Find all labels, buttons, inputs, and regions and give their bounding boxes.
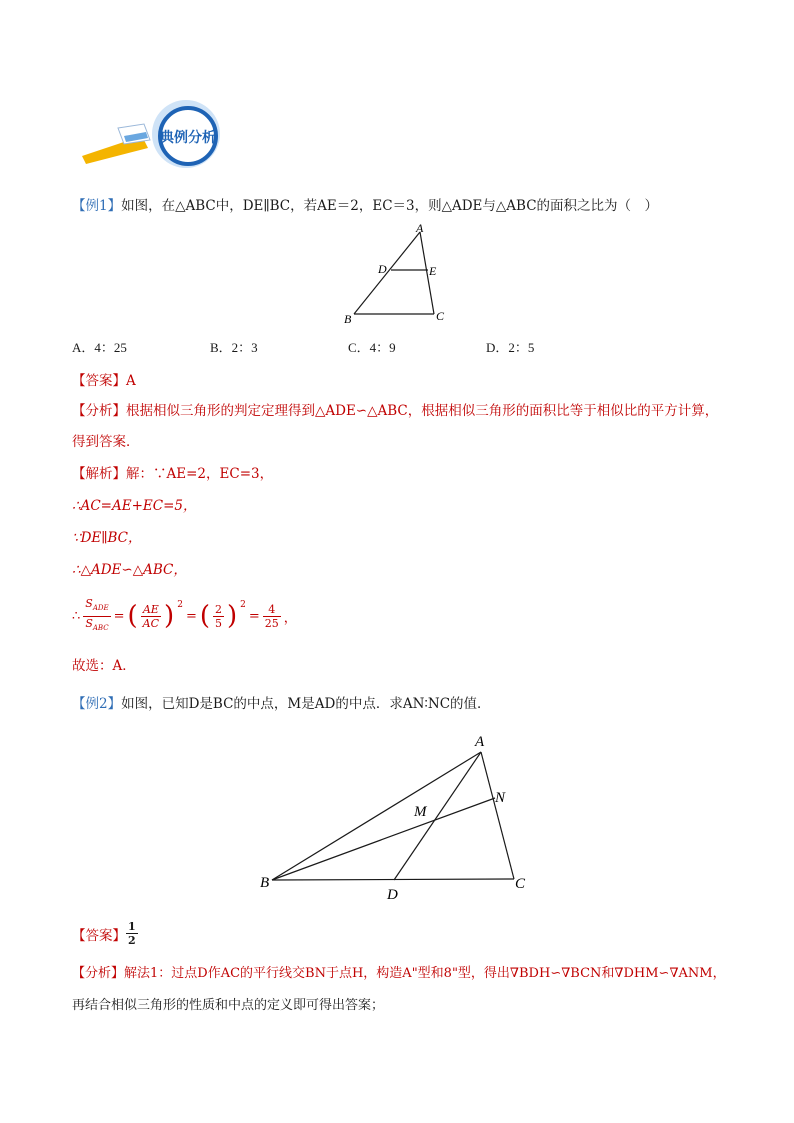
example2-answer-fraction: $\frac{1}{2}$ [128, 920, 136, 947]
ratio-eq3: = [248, 608, 260, 624]
ratio-prefix: ∴ [72, 608, 81, 624]
option-c: C．4：9 [348, 340, 396, 355]
label-b-2: B [260, 875, 270, 891]
edge-ac-2 [481, 752, 514, 879]
ratio-two-five-fraction: $\frac{2}{5}$ [215, 602, 222, 630]
area-ratio-formula [72, 594, 297, 638]
section-banner [78, 98, 238, 168]
label-n: N [495, 790, 506, 806]
example2-analysis-line2: 再结合相似三角形的性质和中点的定义即可得出答案； [72, 998, 385, 1013]
paren-left-2: ( [199, 601, 210, 631]
label-a-2: A [475, 734, 485, 750]
example1-analysis-line2: 得到答案． [72, 434, 140, 450]
label-c-2: C [515, 876, 526, 892]
ratio-square-2: 2 [240, 600, 246, 610]
solution-line-2: ∴AC=AE+EC=5， [72, 498, 197, 514]
example1-solution-row [72, 462, 273, 482]
edge-ab-2 [272, 752, 481, 880]
edge-ad [394, 752, 481, 880]
paren-left: ( [127, 601, 138, 631]
label-a: A [416, 221, 424, 235]
example2-analysis-row [72, 962, 726, 981]
example2-analysis-line1: 解法1：过点D作AC的平行线交BN于点H，构造A"型和8"型，得出∇BDH∽∇BCN和∇DHM∽∇ANM， [124, 966, 726, 981]
example1-stem: 如图，在△ABC中，DE∥BC，若AE＝2，EC＝3，则△ADE与△ABC的面积之比为（ ） [121, 198, 659, 214]
example2-answer-row [72, 920, 138, 947]
label-m: M [414, 804, 427, 820]
example2-analysis-tag: 【分析】 [72, 966, 125, 981]
example1-answer-tag: 【答案】 [72, 373, 126, 389]
option-a: A．4：25 [72, 340, 127, 355]
example1-analysis-tag: 【分析】 [72, 403, 126, 419]
ratio-comma: ， [283, 610, 297, 626]
ratio-result-fraction: $\frac{4}{25}$ [264, 602, 279, 630]
example1-analysis-line1: 根据相似三角形的判定定理得到△ADE∽△ABC，根据相似三角形的面积比等于相似比的平方计算， [126, 403, 719, 419]
example1-answer-row [72, 369, 136, 389]
example2-figure [255, 724, 545, 904]
example2-answer-tag: 【答案】 [72, 927, 126, 944]
ratio-area-fraction: $\frac{S_{ADE}}{S_{ABC}}$ [85, 597, 109, 632]
solution-line-3: ∵DE∥BC， [72, 530, 142, 546]
solution-line-4: ∴△ADE∽△ABC， [72, 562, 187, 578]
option-b: B．2：3 [210, 340, 258, 355]
example2-stem-row [72, 692, 491, 712]
example1-solution-tag: 【解析】 [72, 466, 126, 482]
paren-right: ) [164, 601, 175, 631]
example1-choose: 故选：A． [72, 658, 136, 674]
example1-answer: A [126, 373, 136, 389]
label-d: D [378, 262, 387, 276]
label-c: C [436, 309, 445, 323]
example1-stem-row [72, 194, 658, 214]
example1-figure [336, 220, 456, 328]
option-d: D．2：5 [486, 340, 535, 355]
solution-line-1: 解：∵AE=2，EC=3， [126, 466, 274, 482]
ratio-eq2: = [185, 608, 197, 624]
edge-bc-2 [272, 879, 514, 880]
ratio-square-1: 2 [177, 600, 183, 610]
label-b: B [344, 312, 352, 326]
ratio-ae-ac-fraction: $\frac{AE}{AC}$ [142, 602, 160, 630]
example1-analysis-row [72, 399, 718, 419]
label-d-2: D [387, 887, 398, 903]
example1-tag: 【例1】 [72, 198, 122, 214]
label-e: E [429, 264, 437, 278]
edge-ab [354, 232, 420, 314]
banner-label: 典例分析 [160, 130, 216, 146]
example2-stem: 如图，已知D是BC的中点，M是AD的中点．求AN∶NC的值． [121, 696, 491, 712]
paren-right-2: ) [227, 601, 238, 631]
edge-bn [272, 798, 495, 880]
example2-tag: 【例2】 [72, 696, 122, 712]
ratio-eq1: = [113, 608, 125, 624]
